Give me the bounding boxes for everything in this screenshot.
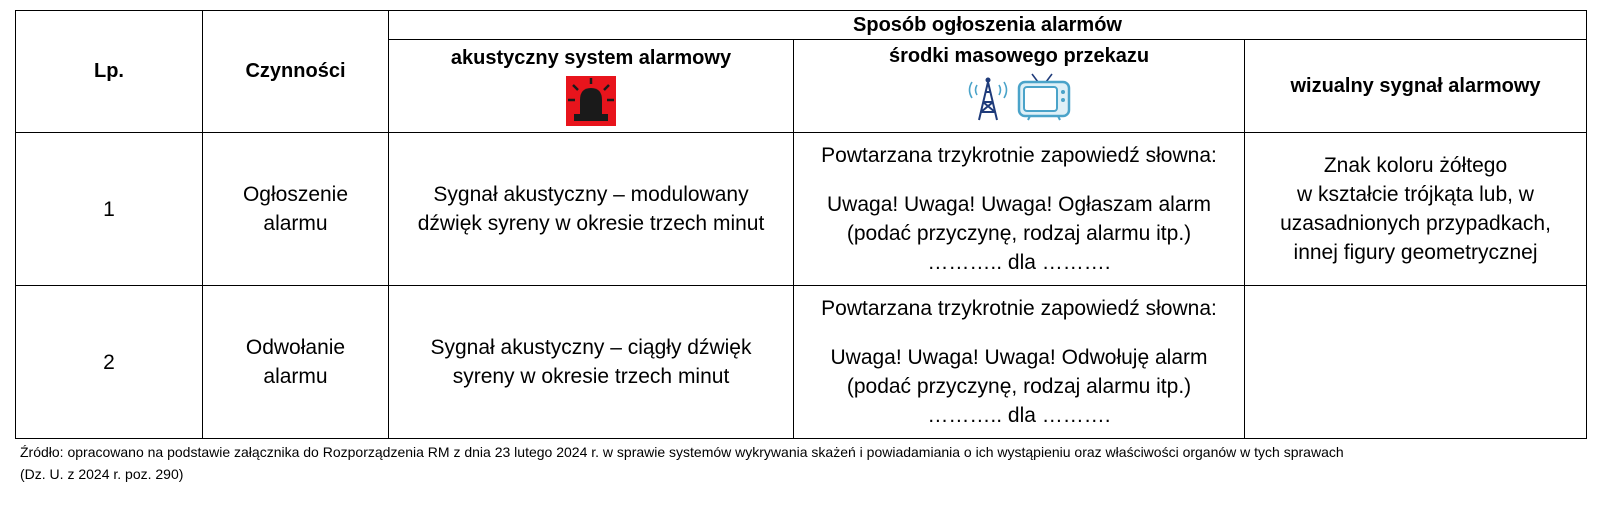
- alarm-table: [15, 10, 1587, 439]
- header-acoustic: [389, 40, 794, 133]
- cell-line: (podać przyczynę, rodzaj alarmu itp.): [846, 375, 1192, 399]
- cell-line: Sygnał akustyczny – modulowany: [433, 183, 749, 207]
- source-line: Źródło: opracowano na podstawie załącznika do Rozporządzenia RM z dnia 23 lutego 2024 r. w sprawie systemów wykrywania skażeń i powiadamiania o ich wystąpieniu oraz właściwości organów w tych sprawach: [20, 444, 1344, 460]
- cell-line: alarmu: [263, 365, 328, 389]
- cell-line: syreny w okresie trzech minut: [452, 365, 730, 389]
- cell-line: Powtarzana trzykrotnie zapowiedź słowna:: [821, 297, 1217, 321]
- header-lp: Lp.: [16, 11, 203, 133]
- table-row: [16, 133, 1587, 286]
- cell-line: Sygnał akustyczny – ciągły dźwięk: [430, 336, 752, 360]
- cell-line: (podać przyczynę, rodzaj alarmu itp.): [846, 222, 1192, 246]
- header-visual: wizualny sygnał alarmowy: [1245, 40, 1587, 133]
- cell-line: innej figury geometrycznej: [1293, 241, 1538, 265]
- cell-visual: [1245, 133, 1587, 286]
- cell-gap: [798, 323, 1240, 343]
- cell-line: Uwaga! Uwaga! Uwaga! Odwołuję alarm: [830, 346, 1208, 370]
- media-icons: [798, 72, 1240, 128]
- cell-action: [203, 286, 389, 439]
- header-acoustic-label: akustyczny system alarmowy: [450, 46, 732, 69]
- cell-line: Znak koloru żółtego: [1323, 154, 1508, 178]
- cell-line: uzasadnionych przypadkach,: [1280, 212, 1551, 236]
- table-row: [16, 286, 1587, 439]
- cell-line: dźwięk syreny w okresie trzech minut: [417, 212, 765, 236]
- source-line: (Dz. U. z 2024 r. poz. 290): [20, 466, 184, 482]
- siren-icon: [566, 76, 616, 126]
- header-czynnosci: Czynności: [203, 11, 389, 133]
- cell-visual: [1245, 286, 1587, 439]
- cell-line: Odwołanie: [245, 336, 346, 360]
- cell-line: ……….. dla ……….: [927, 251, 1111, 275]
- cell-line: ……….. dla ……….: [927, 404, 1111, 428]
- radio-tower-icon: [966, 72, 1010, 122]
- cell-line: Ogłoszenie: [242, 183, 349, 207]
- cell-line: alarmu: [263, 212, 328, 236]
- cell-lp: 1: [16, 133, 203, 286]
- cell-gap: [798, 170, 1240, 190]
- cell-media: [794, 133, 1245, 286]
- header-media: [794, 40, 1245, 133]
- cell-line: Uwaga! Uwaga! Uwaga! Ogłaszam alarm: [827, 193, 1211, 217]
- cell-line: w kształcie trójkąta lub, w: [1297, 183, 1534, 207]
- source-note: [20, 441, 1590, 485]
- cell-acoustic: [389, 133, 794, 286]
- tv-icon: [1016, 72, 1072, 122]
- header-group: Sposób ogłoszenia alarmów: [389, 11, 1587, 40]
- cell-lp: 2: [16, 286, 203, 439]
- cell-media: [794, 286, 1245, 439]
- cell-action: [203, 133, 389, 286]
- cell-line: Powtarzana trzykrotnie zapowiedź słowna:: [821, 144, 1217, 168]
- header-media-label: środki masowego przekazu: [888, 44, 1150, 67]
- cell-acoustic: [389, 286, 794, 439]
